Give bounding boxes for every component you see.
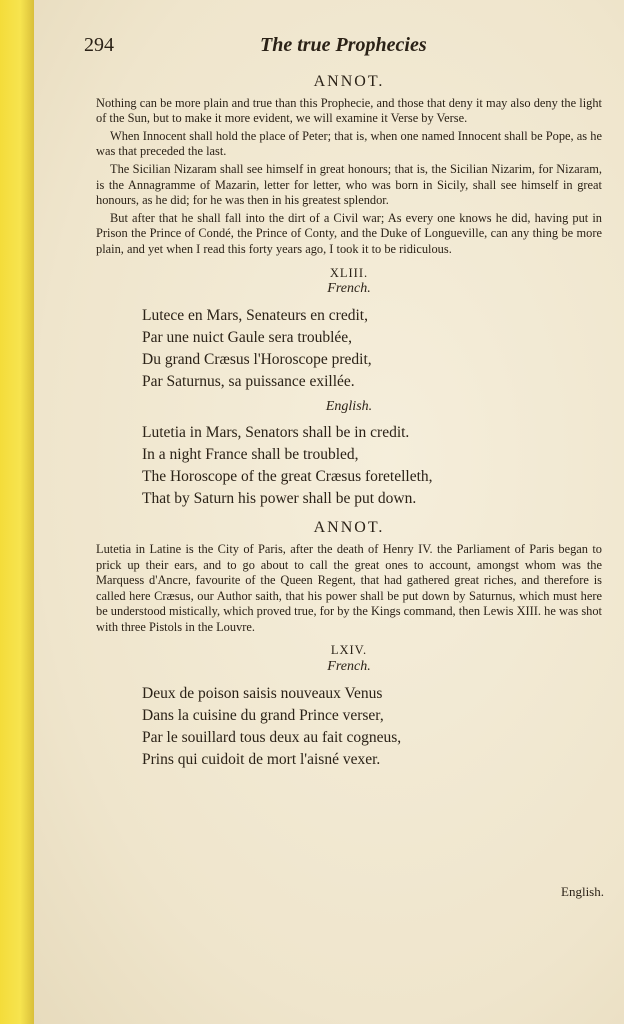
quatrain-number: LXIV. — [330, 643, 368, 658]
french-verse — [142, 683, 602, 771]
verse-line: Prins qui cuidoit de mort l'aisné vexer. — [142, 750, 381, 768]
annot-heading: ANNOT. — [313, 73, 385, 90]
page-content — [96, 74, 602, 771]
annot-heading: ANNOT. — [313, 519, 385, 537]
page-gilt-edge — [0, 0, 34, 1024]
verse-line: The Horoscope of the great Cræsus foretelleth, — [142, 468, 433, 486]
verse-line: Par le souillard tous deux au fait cogneus, — [142, 728, 402, 746]
verse-line: That by Saturn his power shall be put down. — [142, 490, 417, 508]
annot-paragraph: Nothing can be more plain and true than this Prophecie, and those that deny it may also deny the light of the Sun, but to make it more evident, we will examine it Verse by Verse. — [96, 95, 602, 126]
verse-line: Par une nuict Gaule sera troublée, — [142, 328, 353, 346]
annot-paragraph: The Sicilian Nizaram shall see himself in great honours; that is, the Sicilian Nizarim, for Nizaram, is the Annagramme of Mazarin, letter for letter, who was born in Sicily, shall see himself in great honours, as he did; for he was then in his greatest splendor. — [96, 161, 602, 208]
annot-paragraph: When Innocent shall hold the place of Peter; that is, when one named Innocent shall be Pope, as he was that preceded the last. — [96, 128, 602, 159]
verse-line: Du grand Cræsus l'Horoscope predit, — [142, 350, 372, 368]
french-label: French. — [327, 281, 371, 297]
catchword: English. — [561, 884, 604, 899]
english-verse — [142, 422, 602, 510]
english-label: English. — [325, 398, 373, 414]
verse-line: In a night France shall be troubled, — [142, 446, 359, 464]
verse-line: Lutetia in Mars, Senators shall be in credit. — [142, 424, 410, 442]
annot-paragraph: Lutetia in Latine is the City of Paris, after the death of Henry IV. the Parliament of Paris began to prick up their ears, and to go about to call the great ones to account, amongst whom was the Marquess d'Ancre, favourite of the Queen Regent, that had gathered great riches, and therefore is called here Cræsus, our Author saith, that his power shall be put down by Saturnus, which must here be understood mistically, which proved true, for by the Kings command, then Lewis XIII. he was shot with three Pistols in the Louvre. — [96, 541, 602, 634]
running-title: The true Prophecies — [260, 34, 427, 56]
page-number: 294 — [84, 34, 114, 56]
french-verse — [142, 305, 602, 393]
verse-line: Dans la cuisine du grand Prince verser, — [142, 706, 384, 724]
verse-line: Deux de poison saisis nouveaux Venus — [142, 684, 383, 702]
annot-paragraph: But after that he shall fall into the dirt of a Civil war; As every one knows he did, having put in Prison the Prince of Condé, the Prince of Conty, and the Duke of Longueville, can any thing be more plain, and yet when I read this forty years ago, I took it to be ridiculous. — [96, 210, 602, 256]
verse-line: Lutece en Mars, Senateurs en credit, — [142, 306, 368, 324]
french-label: French. — [327, 659, 371, 675]
verse-line: Par Saturnus, sa puissance exillée. — [142, 372, 355, 390]
quatrain-number: XLIII. — [329, 265, 369, 280]
